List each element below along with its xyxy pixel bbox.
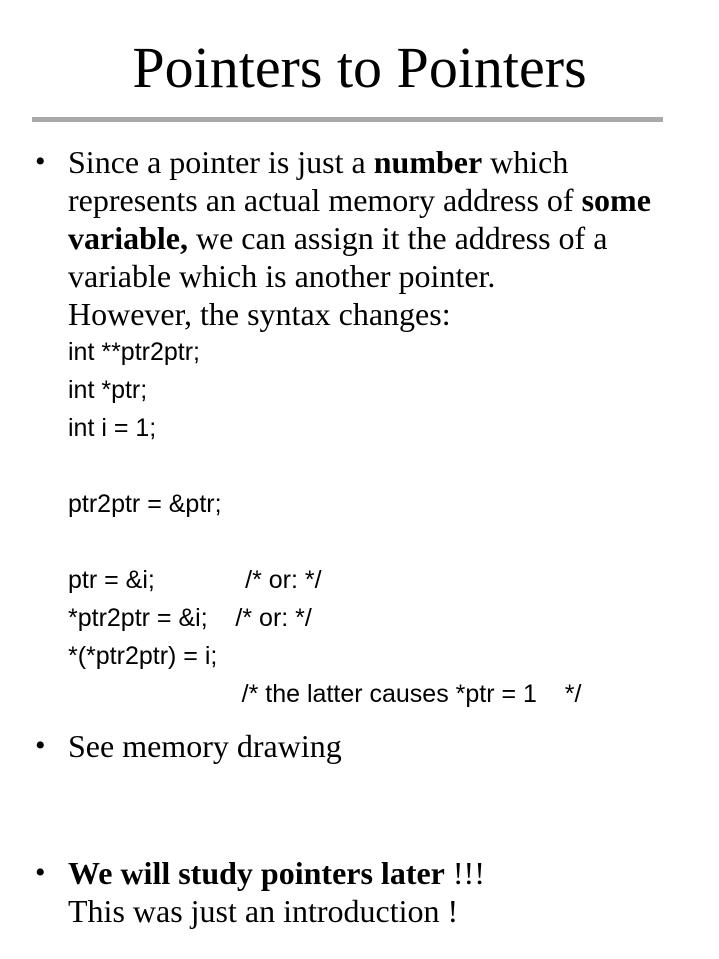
code-line bbox=[68, 333, 719, 371]
bullet-lines bbox=[68, 854, 719, 930]
bullet-lines bbox=[68, 727, 719, 765]
text-segment: Since a pointer is just a bbox=[68, 144, 374, 180]
bullet-marker: • bbox=[35, 145, 46, 178]
bullet-marker: • bbox=[35, 729, 46, 762]
title-divider bbox=[32, 117, 663, 122]
code-line bbox=[68, 523, 719, 561]
text-segment: int *ptr; bbox=[68, 376, 148, 404]
text-segment: ptr2ptr = &ptr; bbox=[68, 490, 222, 518]
text-line bbox=[68, 854, 719, 892]
bullet-item bbox=[0, 143, 719, 713]
bullet-marker: • bbox=[35, 856, 46, 889]
text-segment: which bbox=[482, 144, 569, 180]
bold-text-segment: variable, bbox=[68, 220, 188, 256]
code-line bbox=[68, 447, 719, 485]
code-line bbox=[68, 409, 719, 447]
text-segment: !!! bbox=[444, 855, 485, 891]
text-segment: /* the latter causes *ptr = 1 */ bbox=[68, 680, 582, 708]
text-line bbox=[68, 143, 719, 181]
text-segment: *ptr2ptr = &i; /* or: */ bbox=[68, 604, 312, 632]
slide-title: Pointers to Pointers bbox=[132, 35, 587, 100]
bold-text-segment: We will study pointers later bbox=[68, 855, 445, 891]
code-line bbox=[68, 675, 719, 713]
text-segment: int i = 1; bbox=[68, 414, 157, 442]
text-segment: we can assign it the address of a bbox=[187, 220, 608, 256]
text-segment: This was just an introduction ! bbox=[68, 893, 459, 929]
text-segment: See memory drawing bbox=[68, 728, 342, 764]
bullet-item bbox=[0, 854, 719, 930]
code-line bbox=[68, 371, 719, 409]
slide-body bbox=[0, 143, 719, 930]
code-line bbox=[68, 561, 719, 599]
bullet-lines bbox=[68, 143, 719, 713]
code-line bbox=[68, 637, 719, 675]
text-segment: variable which is another pointer. bbox=[68, 258, 496, 294]
bold-text-segment: number bbox=[373, 144, 483, 180]
text-segment: int **ptr2ptr; bbox=[68, 338, 201, 366]
text-line bbox=[68, 257, 719, 295]
text-line bbox=[68, 181, 719, 219]
bullet-item bbox=[0, 727, 719, 765]
bold-text-segment: some bbox=[581, 182, 651, 218]
text-line bbox=[68, 295, 719, 333]
text-segment: However, the syntax changes: bbox=[68, 296, 451, 332]
text-segment: ptr = &i; /* or: */ bbox=[68, 566, 322, 594]
text-segment: *(*ptr2ptr) = i; bbox=[68, 642, 218, 670]
code-line bbox=[68, 599, 719, 637]
text-segment: represents an actual memory address of bbox=[68, 182, 582, 218]
code-line bbox=[68, 485, 719, 523]
text-line bbox=[68, 892, 719, 930]
text-line bbox=[68, 219, 719, 257]
text-line bbox=[68, 727, 719, 765]
